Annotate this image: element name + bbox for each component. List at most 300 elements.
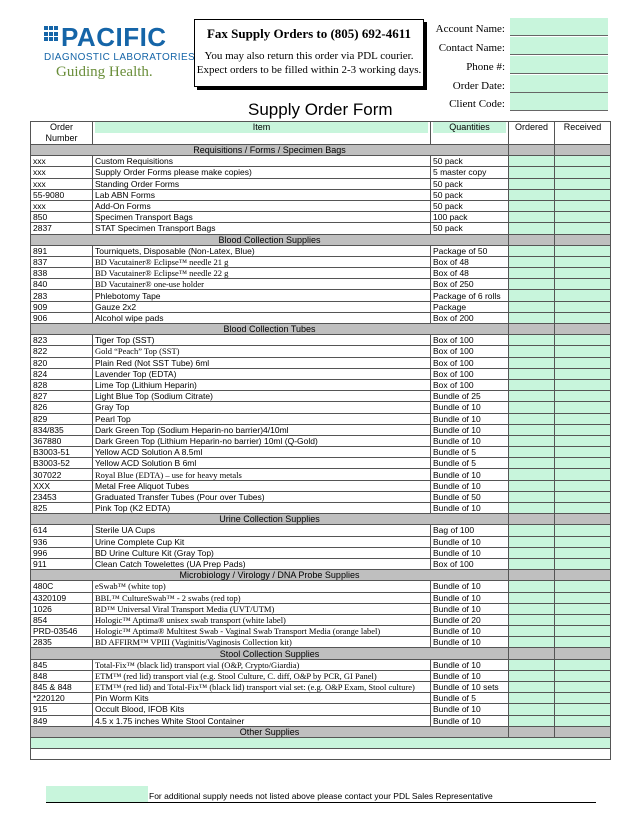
- quantity-cell: Box of 100: [431, 558, 509, 569]
- quantity-cell: Bundle of 25: [431, 391, 509, 402]
- table-row: [31, 189, 611, 200]
- received-input[interactable]: [555, 391, 611, 402]
- received-input[interactable]: [555, 357, 611, 368]
- ordered-input[interactable]: [509, 536, 555, 547]
- blank-cell[interactable]: [31, 748, 611, 759]
- order-number-cell: XXX: [31, 480, 93, 491]
- received-input[interactable]: [555, 536, 611, 547]
- quantity-cell: 50 pack: [431, 189, 509, 200]
- quantity-cell: Bundle of 10: [431, 480, 509, 491]
- table-header-row: [31, 122, 611, 145]
- ordered-input[interactable]: [509, 167, 555, 178]
- quantity-cell: Bundle of 50: [431, 491, 509, 502]
- order-number-cell: 2837: [31, 223, 93, 234]
- quantity-cell: Box of 48: [431, 268, 509, 279]
- ordered-input[interactable]: [509, 335, 555, 346]
- section-header: [31, 145, 611, 156]
- item-cell: Total-Fix™ (black lid) transport vial (O&P, Crypto/Giardia): [93, 659, 431, 670]
- col-received: Received: [555, 122, 611, 145]
- order-date-field[interactable]: [510, 75, 608, 93]
- received-input[interactable]: [555, 245, 611, 256]
- item-cell: Metal Free Aliquot Tubes: [93, 480, 431, 491]
- section-received-cell: [555, 648, 611, 659]
- ordered-input[interactable]: [509, 637, 555, 648]
- item-cell: Sterile UA Cups: [93, 525, 431, 536]
- section-received-cell: [555, 726, 611, 737]
- section-title: Other Supplies: [31, 726, 509, 737]
- order-number-cell: 826: [31, 402, 93, 413]
- footer: [46, 786, 596, 803]
- quantity-cell: Bundle of 10: [431, 536, 509, 547]
- order-number-cell: 23453: [31, 491, 93, 502]
- item-cell: Gold “Peach” Top (SST): [93, 346, 431, 357]
- table-row: [31, 279, 611, 290]
- quantity-cell: Box of 48: [431, 256, 509, 267]
- order-number-cell: 906: [31, 312, 93, 323]
- ordered-input[interactable]: [509, 391, 555, 402]
- received-input[interactable]: [555, 447, 611, 458]
- quantity-cell: Bundle of 5: [431, 693, 509, 704]
- phone-field[interactable]: [510, 56, 608, 74]
- received-input[interactable]: [555, 379, 611, 390]
- item-cell: BD Vacutainer® one-use holder: [93, 279, 431, 290]
- ordered-input[interactable]: [509, 704, 555, 715]
- ordered-input[interactable]: [509, 368, 555, 379]
- section-header: [31, 514, 611, 525]
- ordered-input[interactable]: [509, 178, 555, 189]
- order-number-cell: 891: [31, 245, 93, 256]
- ordered-input[interactable]: [509, 413, 555, 424]
- footer-input[interactable]: [46, 786, 148, 802]
- quantity-cell: Box of 100: [431, 335, 509, 346]
- section-ordered-cell: [509, 648, 555, 659]
- section-header: [31, 648, 611, 659]
- table-row: [31, 357, 611, 368]
- received-input[interactable]: [555, 480, 611, 491]
- logo-grid-icon: [44, 26, 58, 42]
- item-cell: Dark Green Top (Sodium Heparin-no barrier)4/10ml: [93, 424, 431, 435]
- ordered-input[interactable]: [509, 592, 555, 603]
- received-input[interactable]: [555, 525, 611, 536]
- table-row: [31, 547, 611, 558]
- table-row: [31, 447, 611, 458]
- contact-name-label: Contact Name:: [438, 42, 505, 54]
- table-row: [31, 558, 611, 569]
- logo-subtitle: DIAGNOSTIC LABORATORIES: [44, 52, 196, 63]
- ordered-input[interactable]: [509, 447, 555, 458]
- received-input[interactable]: [555, 402, 611, 413]
- received-input[interactable]: [555, 413, 611, 424]
- form-title: Supply Order Form: [248, 100, 393, 119]
- order-number-cell: 845: [31, 659, 93, 670]
- ordered-input[interactable]: [509, 715, 555, 726]
- received-input[interactable]: [555, 156, 611, 167]
- item-cell: BD Vacutainer® Eclipse™ needle 22 g: [93, 268, 431, 279]
- order-number-cell: 822: [31, 346, 93, 357]
- order-date-label: Order Date:: [452, 80, 505, 92]
- order-number-cell: 850: [31, 212, 93, 223]
- order-number-cell: 823: [31, 335, 93, 346]
- received-input[interactable]: [555, 346, 611, 357]
- section-header: [31, 324, 611, 335]
- fax-line-1: You may also return this order via PDL courier.: [204, 50, 414, 62]
- ordered-input[interactable]: [509, 469, 555, 480]
- quantity-cell: Package: [431, 301, 509, 312]
- order-number-cell: 840: [31, 279, 93, 290]
- table-row: [31, 503, 611, 514]
- section-title: Stool Collection Supplies: [31, 648, 509, 659]
- received-input[interactable]: [555, 682, 611, 693]
- section-title: Blood Collection Supplies: [31, 234, 509, 245]
- fax-heading: Fax Supply Orders to (805) 692-4611: [206, 26, 412, 41]
- item-cell: BD Vacutainer® Eclipse™ needle 21 g: [93, 256, 431, 267]
- order-number-cell: 854: [31, 614, 93, 625]
- item-cell: Gray Top: [93, 402, 431, 413]
- quantity-cell: Bundle of 5: [431, 458, 509, 469]
- section-title: Blood Collection Tubes: [31, 324, 509, 335]
- ordered-input[interactable]: [509, 480, 555, 491]
- item-cell: Urine Complete Cup Kit: [93, 536, 431, 547]
- table-row: [31, 536, 611, 547]
- blank-row[interactable]: [31, 748, 611, 759]
- ordered-input[interactable]: [509, 312, 555, 323]
- section-title: Urine Collection Supplies: [31, 514, 509, 525]
- received-input[interactable]: [555, 469, 611, 480]
- section-title: Microbiology / Virology / DNA Probe Supplies: [31, 570, 509, 581]
- order-number-cell: 837: [31, 256, 93, 267]
- quantity-cell: 100 pack: [431, 212, 509, 223]
- order-number-cell: 848: [31, 670, 93, 681]
- section-ordered-cell: [509, 324, 555, 335]
- quantity-cell: Bundle of 10 sets: [431, 682, 509, 693]
- section-ordered-cell: [509, 570, 555, 581]
- received-input[interactable]: [555, 503, 611, 514]
- item-cell: Phlebotomy Tape: [93, 290, 431, 301]
- received-input[interactable]: [555, 368, 611, 379]
- order-number-cell: xxx: [31, 167, 93, 178]
- item-cell: Specimen Transport Bags: [93, 212, 431, 223]
- table-row: [31, 301, 611, 312]
- item-cell: BD Urine Culture Kit (Gray Top): [93, 547, 431, 558]
- section-header: [31, 234, 611, 245]
- item-cell: Lavender Top (EDTA): [93, 368, 431, 379]
- received-input[interactable]: [555, 435, 611, 446]
- quantity-cell: Bag of 100: [431, 525, 509, 536]
- quantity-cell: Bundle of 10: [431, 435, 509, 446]
- ordered-input[interactable]: [509, 614, 555, 625]
- quantity-cell: 50 pack: [431, 178, 509, 189]
- table-row: [31, 413, 611, 424]
- table-row: [31, 268, 611, 279]
- item-cell: Gauze 2x2: [93, 301, 431, 312]
- item-cell: Tiger Top (SST): [93, 335, 431, 346]
- order-number-cell: B3003-52: [31, 458, 93, 469]
- received-input[interactable]: [555, 458, 611, 469]
- order-number-cell: 827: [31, 391, 93, 402]
- quantity-cell: 50 pack: [431, 200, 509, 211]
- table-row: [31, 693, 611, 704]
- order-number-cell: *220120: [31, 693, 93, 704]
- table-row: [31, 335, 611, 346]
- ordered-input[interactable]: [509, 626, 555, 637]
- ordered-input[interactable]: [509, 670, 555, 681]
- table-row: [31, 682, 611, 693]
- table-row: [31, 379, 611, 390]
- order-number-cell: 820: [31, 357, 93, 368]
- item-cell: Add-On Forms: [93, 200, 431, 211]
- item-cell: Hologic™ Aptima® Multitest Swab - Vaginal Swab Transport Media (orange label): [93, 626, 431, 637]
- item-cell: Pin Worm Kits: [93, 693, 431, 704]
- ordered-input[interactable]: [509, 245, 555, 256]
- ordered-input[interactable]: [509, 682, 555, 693]
- quantity-cell: Package of 50: [431, 245, 509, 256]
- item-cell: Custom Requisitions: [93, 156, 431, 167]
- quantity-cell: Box of 100: [431, 346, 509, 357]
- order-number-cell: 480C: [31, 581, 93, 592]
- quantity-cell: Box of 100: [431, 357, 509, 368]
- received-input[interactable]: [555, 659, 611, 670]
- order-number-cell: 909: [31, 301, 93, 312]
- table-row: [31, 346, 611, 357]
- item-cell: Lab ABN Forms: [93, 189, 431, 200]
- order-number-cell: 996: [31, 547, 93, 558]
- section-received-cell: [555, 570, 611, 581]
- order-number-cell: 283: [31, 290, 93, 301]
- order-number-cell: 911: [31, 558, 93, 569]
- company-logo: [44, 22, 194, 82]
- table-row: [31, 167, 611, 178]
- quantity-cell: 5 master copy: [431, 167, 509, 178]
- ordered-input[interactable]: [509, 659, 555, 670]
- order-number-cell: xxx: [31, 156, 93, 167]
- ordered-input[interactable]: [509, 424, 555, 435]
- section-title: Requisitions / Forms / Specimen Bags: [31, 145, 509, 156]
- ordered-input[interactable]: [509, 223, 555, 234]
- section-received-cell: [555, 514, 611, 525]
- ordered-input[interactable]: [509, 212, 555, 223]
- table-row: [31, 391, 611, 402]
- quantity-cell: Box of 200: [431, 312, 509, 323]
- section-header: [31, 726, 611, 737]
- section-ordered-cell: [509, 726, 555, 737]
- quantity-cell: Package of 6 rolls: [431, 290, 509, 301]
- ordered-input[interactable]: [509, 256, 555, 267]
- received-input[interactable]: [555, 581, 611, 592]
- item-cell: ETM™ (red lid) transport vial (e.g. Stool Culture, C. diff, O&P by PCR, GI Panel): [93, 670, 431, 681]
- table-row: [31, 581, 611, 592]
- received-input[interactable]: [555, 715, 611, 726]
- ordered-input[interactable]: [509, 290, 555, 301]
- ordered-input[interactable]: [509, 268, 555, 279]
- order-number-cell: 838: [31, 268, 93, 279]
- received-input[interactable]: [555, 312, 611, 323]
- table-row: [31, 156, 611, 167]
- item-cell: STAT Specimen Transport Bags: [93, 223, 431, 234]
- item-cell: eSwab™ (white top): [93, 581, 431, 592]
- received-input[interactable]: [555, 189, 611, 200]
- received-input[interactable]: [555, 547, 611, 558]
- table-row: [31, 435, 611, 446]
- table-row: [31, 715, 611, 726]
- received-input[interactable]: [555, 212, 611, 223]
- item-cell: Graduated Transfer Tubes (Pour over Tubes): [93, 491, 431, 502]
- table-row: [31, 626, 611, 637]
- logo-tagline: Guiding Health.: [56, 64, 153, 80]
- ordered-input[interactable]: [509, 357, 555, 368]
- quantity-cell: 50 pack: [431, 156, 509, 167]
- col-item: Item: [93, 122, 431, 145]
- account-name-field[interactable]: [510, 18, 608, 36]
- blank-cell[interactable]: [31, 737, 611, 748]
- received-input[interactable]: [555, 268, 611, 279]
- quantity-cell: Bundle of 10: [431, 626, 509, 637]
- received-input[interactable]: [555, 614, 611, 625]
- blank-row[interactable]: [31, 737, 611, 748]
- quantity-cell: Bundle of 20: [431, 614, 509, 625]
- table-row: [31, 212, 611, 223]
- quantity-cell: Bundle of 10: [431, 715, 509, 726]
- phone-label: Phone #:: [466, 61, 505, 73]
- section-received-cell: [555, 324, 611, 335]
- table-row: [31, 424, 611, 435]
- received-input[interactable]: [555, 558, 611, 569]
- table-row: [31, 256, 611, 267]
- client-code-field[interactable]: [510, 93, 608, 111]
- account-name-label: Account Name:: [435, 23, 505, 35]
- ordered-input[interactable]: [509, 558, 555, 569]
- quantity-cell: Bundle of 10: [431, 424, 509, 435]
- ordered-input[interactable]: [509, 693, 555, 704]
- table-row: [31, 223, 611, 234]
- quantity-cell: Bundle of 10: [431, 581, 509, 592]
- ordered-input[interactable]: [509, 301, 555, 312]
- item-cell: Light Blue Top (Sodium Citrate): [93, 391, 431, 402]
- received-input[interactable]: [555, 223, 611, 234]
- order-number-cell: xxx: [31, 178, 93, 189]
- ordered-input[interactable]: [509, 603, 555, 614]
- order-number-cell: 55-9080: [31, 189, 93, 200]
- ordered-input[interactable]: [509, 435, 555, 446]
- section-ordered-cell: [509, 234, 555, 245]
- item-cell: Yellow ACD Solution B 6ml: [93, 458, 431, 469]
- quantity-cell: Bundle of 10: [431, 670, 509, 681]
- received-input[interactable]: [555, 178, 611, 189]
- item-cell: Supply Order Forms please make copies): [93, 167, 431, 178]
- ordered-input[interactable]: [509, 491, 555, 502]
- ordered-input[interactable]: [509, 379, 555, 390]
- section-received-cell: [555, 234, 611, 245]
- item-cell: Tourniquets, Disposable (Non-Latex, Blue): [93, 245, 431, 256]
- order-number-cell: 825: [31, 503, 93, 514]
- ordered-input[interactable]: [509, 581, 555, 592]
- item-cell: BBL™ CultureSwab™ - 2 swabs (red top): [93, 592, 431, 603]
- table-row: [31, 200, 611, 211]
- order-number-cell: 915: [31, 704, 93, 715]
- client-code-label: Client Code:: [449, 98, 505, 110]
- col-quantities: Quantities: [431, 122, 509, 145]
- table-row: [31, 637, 611, 648]
- received-input[interactable]: [555, 704, 611, 715]
- table-row: [31, 670, 611, 681]
- order-number-cell: 1026: [31, 603, 93, 614]
- table-row: [31, 603, 611, 614]
- item-cell: Occult Blood, IFOB Kits: [93, 704, 431, 715]
- received-input[interactable]: [555, 256, 611, 267]
- quantity-cell: Box of 100: [431, 368, 509, 379]
- received-input[interactable]: [555, 592, 611, 603]
- col-order-number: Order Number: [31, 122, 93, 145]
- ordered-input[interactable]: [509, 279, 555, 290]
- item-cell: ETM™ (red lid) and Total-Fix™ (black lid) transport vial set: (e.g. O&P Exam, Stool culture): [93, 682, 431, 693]
- received-input[interactable]: [555, 603, 611, 614]
- order-number-cell: 824: [31, 368, 93, 379]
- ordered-input[interactable]: [509, 156, 555, 167]
- section-header: [31, 570, 611, 581]
- footer-note: For additional supply needs not listed above please contact your PDL Sales Representative: [149, 791, 493, 801]
- item-cell: 4.5 x 1.75 inches White Stool Container: [93, 715, 431, 726]
- ordered-input[interactable]: [509, 346, 555, 357]
- ordered-input[interactable]: [509, 547, 555, 558]
- col-ordered: Ordered: [509, 122, 555, 145]
- received-input[interactable]: [555, 693, 611, 704]
- order-number-cell: 614: [31, 525, 93, 536]
- received-input[interactable]: [555, 279, 611, 290]
- received-input[interactable]: [555, 200, 611, 211]
- received-input[interactable]: [555, 637, 611, 648]
- table-row: [31, 704, 611, 715]
- received-input[interactable]: [555, 626, 611, 637]
- received-input[interactable]: [555, 290, 611, 301]
- received-input[interactable]: [555, 424, 611, 435]
- order-number-cell: 829: [31, 413, 93, 424]
- table-row: [31, 402, 611, 413]
- ordered-input[interactable]: [509, 200, 555, 211]
- order-number-cell: 307022: [31, 469, 93, 480]
- item-cell: Dark Green Top (Lithium Heparin-no barrier) 10ml (Q-Gold): [93, 435, 431, 446]
- section-ordered-cell: [509, 514, 555, 525]
- quantity-cell: Box of 100: [431, 379, 509, 390]
- table-row: [31, 245, 611, 256]
- quantity-cell: Bundle of 10: [431, 592, 509, 603]
- quantity-cell: Bundle of 10: [431, 469, 509, 480]
- received-input[interactable]: [555, 670, 611, 681]
- table-row: [31, 614, 611, 625]
- ordered-input[interactable]: [509, 402, 555, 413]
- received-input[interactable]: [555, 491, 611, 502]
- quantity-cell: Bundle of 10: [431, 547, 509, 558]
- ordered-input[interactable]: [509, 503, 555, 514]
- order-number-cell: 834/835: [31, 424, 93, 435]
- received-input[interactable]: [555, 301, 611, 312]
- order-number-cell: B3003-51: [31, 447, 93, 458]
- table-row: [31, 491, 611, 502]
- ordered-input[interactable]: [509, 525, 555, 536]
- item-cell: Royal Blue (EDTA) – use for heavy metals: [93, 469, 431, 480]
- quantity-cell: Bundle of 10: [431, 637, 509, 648]
- item-cell: Pink Top (K2 EDTA): [93, 503, 431, 514]
- item-cell: Lime Top (Lithium Heparin): [93, 379, 431, 390]
- contact-name-field[interactable]: [510, 37, 608, 55]
- quantity-cell: Bundle of 10: [431, 413, 509, 424]
- received-input[interactable]: [555, 167, 611, 178]
- ordered-input[interactable]: [509, 189, 555, 200]
- item-cell: Hologic™ Aptima® unisex swab transport (white label): [93, 614, 431, 625]
- table-row: [31, 592, 611, 603]
- received-input[interactable]: [555, 335, 611, 346]
- ordered-input[interactable]: [509, 458, 555, 469]
- order-number-cell: 849: [31, 715, 93, 726]
- table-row: [31, 480, 611, 491]
